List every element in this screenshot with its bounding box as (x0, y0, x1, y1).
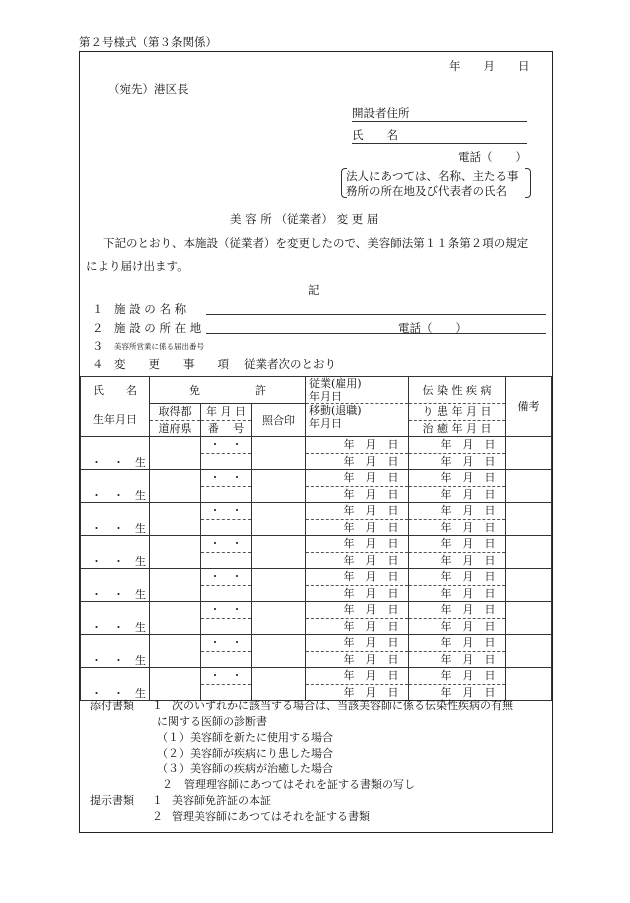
item4-number: ４ (92, 357, 104, 371)
header-license: 免 許 (150, 377, 306, 404)
sick-date-cell[interactable]: 年 月 日 (409, 503, 506, 520)
seal-cell[interactable] (252, 635, 306, 668)
cured-date-cell[interactable]: 年 月 日 (409, 684, 506, 701)
facility-name-field[interactable] (206, 301, 546, 315)
header-name: 氏 名 (81, 377, 150, 404)
attachment1-sub1: （１）美容師を新たに使用する場合 (157, 731, 333, 744)
license-date-cell[interactable]: ・ ・ (201, 536, 252, 553)
header-remarks: 備考 (506, 377, 552, 437)
remarks-cell[interactable] (506, 470, 552, 503)
license-date-cell[interactable]: ・ ・ (201, 470, 252, 487)
sick-date-cell[interactable]: 年 月 日 (409, 536, 506, 553)
item1-number: １ (92, 302, 104, 316)
item4-value: 従業者次のとおり (244, 357, 336, 371)
table-row (81, 668, 552, 685)
intro-line-1: 下記のとおり、本施設（従業者）を変更したので、美容師法第１１条第２項の規定 (103, 236, 529, 250)
move-date-cell[interactable]: 年 月 日 (306, 453, 409, 470)
license-date-cell[interactable]: ・ ・ (201, 503, 252, 520)
header-date: 年 月 日 (201, 404, 252, 421)
header-birth: 生年月日 (81, 404, 150, 437)
presentation2-text: 管理美容師にあつてはそれを証する書類 (172, 810, 370, 823)
seal-cell[interactable] (252, 503, 306, 536)
address-label: 開設者住所 (352, 106, 410, 120)
name-label: 氏 名 (352, 128, 398, 142)
sick-date-cell[interactable]: 年 月 日 (409, 569, 506, 586)
birth-cell[interactable]: ・ ・ 生 (81, 536, 150, 569)
birth-cell[interactable]: ・ ・ 生 (81, 470, 150, 503)
applicant-name-field[interactable] (352, 127, 527, 144)
pref-cell[interactable] (150, 536, 201, 569)
move-date-cell[interactable]: 年 月 日 (306, 486, 409, 503)
attachment1-text-2: に関する医師の診断書 (157, 715, 267, 728)
seal-cell[interactable] (252, 437, 306, 470)
cured-date-cell[interactable]: 年 月 日 (409, 585, 506, 602)
sick-date-cell[interactable]: 年 月 日 (409, 470, 506, 487)
move-date-cell[interactable]: 年 月 日 (306, 519, 409, 536)
item2-number: ２ (92, 321, 104, 335)
cured-date-cell[interactable]: 年 月 日 (409, 552, 506, 569)
facility-address-field[interactable] (206, 320, 546, 334)
header-pref-1: 取得都 (150, 404, 201, 421)
document-title: 美 容 所 （従業者） 変 更 届 (230, 212, 379, 226)
date-line: 年 月 日 (449, 59, 530, 73)
table-row (81, 635, 552, 652)
birth-cell[interactable]: ・ ・ 生 (81, 635, 150, 668)
license-number-cell[interactable] (201, 519, 252, 536)
applicant-phone[interactable]: 電話（ ） (458, 150, 527, 164)
pref-cell[interactable] (150, 569, 201, 602)
item4-label: 変 更 事 項 (114, 357, 229, 371)
license-number-cell[interactable] (201, 486, 252, 503)
seal-cell[interactable] (252, 470, 306, 503)
attachment1-sub2: （２）美容師が疾病にり患した場合 (157, 747, 333, 760)
license-number-cell[interactable] (201, 453, 252, 470)
birth-cell[interactable]: ・ ・ 生 (81, 602, 150, 635)
license-date-cell[interactable]: ・ ・ (201, 635, 252, 652)
employ-date-cell[interactable]: 年 月 日 (306, 602, 409, 619)
remarks-cell[interactable] (506, 602, 552, 635)
employee-table (80, 376, 552, 701)
remarks-cell[interactable] (506, 569, 552, 602)
remarks-cell[interactable] (506, 503, 552, 536)
move-date-cell[interactable]: 年 月 日 (306, 552, 409, 569)
header-number: 番 号 (201, 420, 252, 437)
license-date-cell[interactable]: ・ ・ (201, 437, 252, 454)
table-row (81, 602, 552, 619)
header-pref-2: 道府県 (150, 420, 201, 437)
birth-cell[interactable]: ・ ・ 生 (81, 668, 150, 701)
form-number: 第２号様式（第３条関係） (79, 35, 217, 49)
applicant-address-field[interactable] (352, 105, 527, 122)
license-date-cell[interactable]: ・ ・ (201, 602, 252, 619)
birth-cell[interactable]: ・ ・ 生 (81, 437, 150, 470)
move-date-cell[interactable]: 年 月 日 (306, 684, 409, 701)
table-row (81, 536, 552, 553)
license-number-cell[interactable] (201, 552, 252, 569)
pref-cell[interactable] (150, 503, 201, 536)
sick-date-cell[interactable]: 年 月 日 (409, 437, 506, 454)
addressee: （宛先）港区長 (108, 82, 189, 96)
sick-date-cell[interactable]: 年 月 日 (409, 602, 506, 619)
header-employ: 従業(雇用) 年月日 (306, 377, 409, 404)
intro-line-2: により届け出ます。 (86, 259, 189, 273)
license-number-cell[interactable] (201, 651, 252, 668)
employ-date-cell[interactable]: 年 月 日 (306, 635, 409, 652)
remarks-cell[interactable] (506, 635, 552, 668)
item3-number: ３ (92, 339, 104, 353)
license-number-cell[interactable] (201, 585, 252, 602)
header-move: 移動(退職) 年月日 (306, 404, 409, 437)
remarks-cell[interactable] (506, 437, 552, 470)
ki-heading: 記 (308, 283, 320, 297)
seal-cell[interactable] (252, 602, 306, 635)
employ-date-cell[interactable]: 年 月 日 (306, 536, 409, 553)
remarks-cell[interactable] (506, 536, 552, 569)
employ-date-cell[interactable]: 年 月 日 (306, 668, 409, 685)
item3-label: 美容所営業に係る届出番号 (114, 342, 204, 351)
move-date-cell[interactable]: 年 月 日 (306, 651, 409, 668)
sick-date-cell[interactable]: 年 月 日 (409, 668, 506, 685)
attachments-label: 添付書類 (90, 699, 134, 712)
seal-cell[interactable] (252, 536, 306, 569)
cured-date-cell[interactable]: 年 月 日 (409, 453, 506, 470)
corp-note-1: 法人にあつては、名称、主たる事 (346, 169, 519, 183)
cured-date-cell[interactable]: 年 月 日 (409, 519, 506, 536)
cured-date-cell[interactable]: 年 月 日 (409, 651, 506, 668)
employ-date-cell[interactable]: 年 月 日 (306, 437, 409, 454)
header-sick: り 患 年 月 日 (409, 404, 506, 421)
employ-date-cell[interactable]: 年 月 日 (306, 470, 409, 487)
facility-phone: 電話（ ） (398, 321, 467, 335)
corp-note-2: 務所の所在地及び代表者の氏名 (346, 184, 507, 198)
presentation2-number: ２ (152, 810, 163, 823)
employ-date-cell[interactable]: 年 月 日 (306, 503, 409, 520)
pref-cell[interactable] (150, 602, 201, 635)
presentation1-number: １ (152, 794, 163, 807)
header-cured: 治 癒 年 月 日 (409, 420, 506, 437)
header-seal: 照合印 (252, 404, 306, 437)
pref-cell[interactable] (150, 668, 201, 701)
item1-label: 施 設 の 名 称 (114, 302, 187, 316)
employ-date-cell[interactable]: 年 月 日 (306, 569, 409, 586)
seal-cell[interactable] (252, 668, 306, 701)
attachment1-sub3: （３）美容師の疾病が治癒した場合 (157, 762, 333, 775)
license-date-cell[interactable]: ・ ・ (201, 569, 252, 586)
table-row (81, 503, 552, 520)
cured-date-cell[interactable]: 年 月 日 (409, 618, 506, 635)
table-row (81, 569, 552, 586)
cured-date-cell[interactable]: 年 月 日 (409, 486, 506, 503)
seal-cell[interactable] (252, 569, 306, 602)
move-date-cell[interactable]: 年 月 日 (306, 618, 409, 635)
item2-label: 施 設 の 所 在 地 (114, 321, 202, 335)
sick-date-cell[interactable]: 年 月 日 (409, 635, 506, 652)
pref-cell[interactable] (150, 470, 201, 503)
table-row (81, 437, 552, 454)
presentation1-text: 美容師免許証の本証 (172, 794, 271, 807)
attachment1-text-1: 次のいずれかに該当する場合は、当該美容師に係る伝染性疾病の有無 (172, 699, 513, 712)
pref-cell[interactable] (150, 635, 201, 668)
birth-cell[interactable]: ・ ・ 生 (81, 503, 150, 536)
birth-cell[interactable]: ・ ・ 生 (81, 569, 150, 602)
move-date-cell[interactable]: 年 月 日 (306, 585, 409, 602)
remarks-cell[interactable] (506, 668, 552, 701)
pref-cell[interactable] (150, 437, 201, 470)
presentation-label: 提示書類 (90, 794, 134, 807)
license-number-cell[interactable] (201, 618, 252, 635)
header-disease: 伝 染 性 疾 病 (409, 377, 506, 404)
table-row (81, 470, 552, 487)
license-date-cell[interactable]: ・ ・ (201, 668, 252, 685)
attachment2: ２ 管理理容師にあつてはそれを証する書類の写し (162, 778, 415, 791)
attachment1-number: １ (152, 699, 163, 712)
